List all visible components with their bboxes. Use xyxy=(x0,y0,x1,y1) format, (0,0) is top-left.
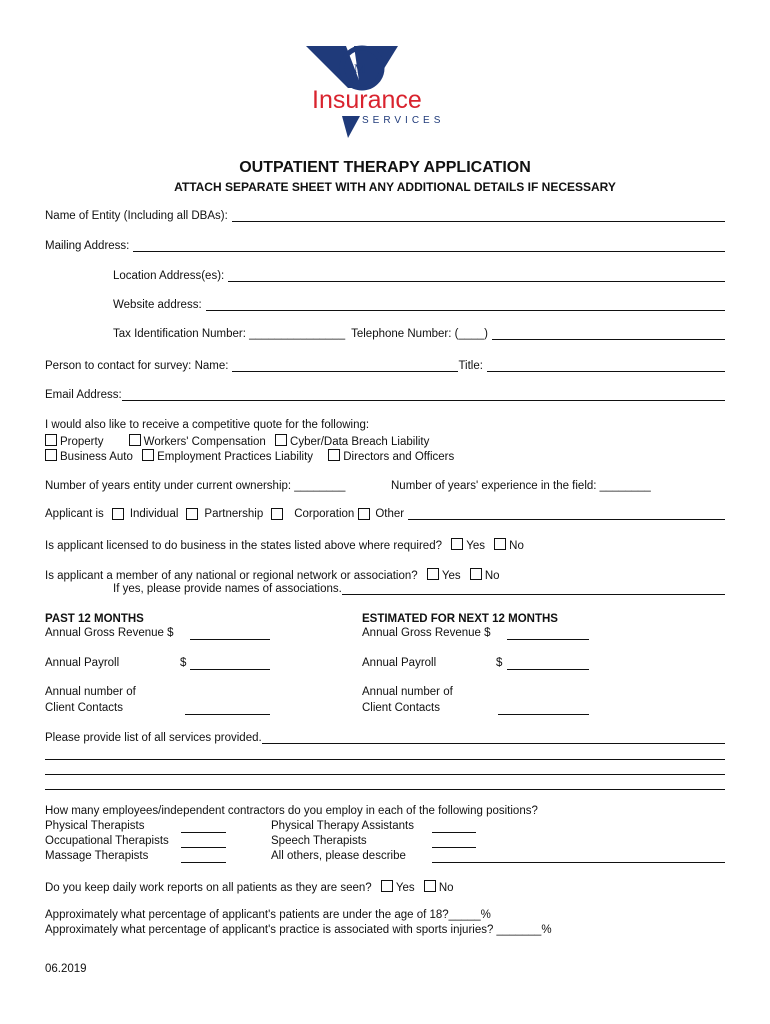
contact-name-label: Person to contact for survey: Name: xyxy=(45,360,229,372)
pt-assistants-label: Physical Therapy Assistants xyxy=(271,820,414,832)
services-row xyxy=(45,732,725,744)
reports-no-label: No xyxy=(438,882,454,894)
email-row xyxy=(45,389,725,401)
reports-no-checkbox[interactable] xyxy=(424,880,436,892)
quote-row-1 xyxy=(45,434,429,448)
website-row xyxy=(113,299,725,311)
all-others-label: All others, please describe xyxy=(271,850,406,862)
speech-therapists-label: Speech Therapists xyxy=(271,835,367,847)
location-address-row xyxy=(113,270,725,282)
tax-id-field[interactable]: Tax Identification Number: _______________ xyxy=(113,328,346,340)
licensed-no-checkbox[interactable] xyxy=(494,538,506,550)
contact-title-label: Title: xyxy=(458,360,483,372)
years-ownership-field[interactable]: Number of years entity under current ownership: ________ xyxy=(45,480,346,492)
epl-checkbox[interactable] xyxy=(142,449,154,461)
logo-brand-text: Insurance xyxy=(312,86,422,114)
corporation-checkbox[interactable] xyxy=(271,508,283,520)
website-input[interactable] xyxy=(206,299,725,311)
licensed-row xyxy=(45,538,524,552)
estimated-contacts-label-1: Annual number of xyxy=(362,686,453,698)
estimated-revenue-label: Annual Gross Revenue $ xyxy=(362,627,491,639)
services-input-line-3[interactable] xyxy=(45,774,725,775)
entity-name-label: Name of Entity (Including all DBAs): xyxy=(45,210,228,222)
member-no-label: No xyxy=(484,570,500,582)
estimated-payroll-dollar: $ xyxy=(496,657,503,669)
estimated-payroll-label: Annual Payroll xyxy=(362,657,437,669)
telephone-label: Telephone Number: (____) xyxy=(351,328,488,340)
services-input-line-2[interactable] xyxy=(45,759,725,760)
employees-question: How many employees/independent contractors do you employ in each of the following positions? xyxy=(45,805,538,817)
past-payroll-label: Annual Payroll xyxy=(45,657,120,669)
website-label: Website address: xyxy=(113,299,202,311)
reports-yes-checkbox[interactable] xyxy=(381,880,393,892)
entity-name-input[interactable] xyxy=(232,210,725,222)
member-question: Is applicant a member of any national or regional network or association? xyxy=(45,570,418,582)
reports-yes-label: Yes xyxy=(395,882,415,894)
contact-name-input[interactable] xyxy=(232,360,458,372)
other-checkbox[interactable] xyxy=(358,508,370,520)
licensed-no-label: No xyxy=(509,540,524,552)
services-label: Please provide list of all services provided. xyxy=(45,732,262,744)
quote-row-2 xyxy=(45,449,454,463)
physical-therapists-input[interactable] xyxy=(181,832,226,833)
page-subtitle: ATTACH SEPARATE SHEET WITH ANY ADDITIONAL DETAILS IF NECESSARY xyxy=(174,180,616,194)
directors-checkbox[interactable] xyxy=(328,449,340,461)
individual-label: Individual xyxy=(129,508,179,520)
estimated-revenue-input[interactable] xyxy=(507,639,589,640)
sports-injuries-field[interactable]: Approximately what percentage of applicant's practice is associated with sports injuries? _______% xyxy=(45,924,552,936)
partnership-label: Partnership xyxy=(204,508,264,520)
past-revenue-input[interactable] xyxy=(190,639,270,640)
estimated-contacts-label-2: Client Contacts xyxy=(362,702,440,714)
past-contacts-label-2: Client Contacts xyxy=(45,702,123,714)
other-input[interactable] xyxy=(408,508,725,520)
applicant-type-label: Applicant is xyxy=(45,508,104,520)
all-others-input[interactable] xyxy=(432,862,725,863)
workers-comp-checkbox[interactable] xyxy=(129,434,141,446)
past-revenue-label: Annual Gross Revenue $ xyxy=(45,627,174,639)
mailing-address-row xyxy=(45,240,725,252)
past-contacts-label-1: Annual number of xyxy=(45,686,136,698)
association-row xyxy=(113,583,725,595)
svg-text:M: M xyxy=(354,61,366,76)
corporation-label: Corporation xyxy=(294,508,355,520)
physical-therapists-label: Physical Therapists xyxy=(45,820,145,832)
occupational-therapists-label: Occupational Therapists xyxy=(45,835,169,847)
licensed-yes-checkbox[interactable] xyxy=(451,538,463,550)
services-input-line-4[interactable] xyxy=(45,789,725,790)
massage-therapists-label: Massage Therapists xyxy=(45,850,149,862)
member-yes-label: Yes xyxy=(441,570,461,582)
applicant-type-row xyxy=(45,508,725,520)
location-address-input[interactable] xyxy=(228,270,725,282)
estimated-contacts-input[interactable] xyxy=(498,714,589,715)
pt-assistants-input[interactable] xyxy=(432,832,476,833)
member-yes-checkbox[interactable] xyxy=(427,568,439,580)
mailing-address-input[interactable] xyxy=(133,240,725,252)
occupational-therapists-input[interactable] xyxy=(181,847,226,848)
page-title: OUTPATIENT THERAPY APPLICATION xyxy=(239,159,531,176)
cyber-checkbox[interactable] xyxy=(275,434,287,446)
other-label: Other xyxy=(375,508,405,520)
reports-question: Do you keep daily work reports on all patients as they are seen? xyxy=(45,882,372,894)
speech-therapists-input[interactable] xyxy=(432,847,476,848)
email-label: Email Address: xyxy=(45,389,122,401)
email-input[interactable] xyxy=(122,389,725,401)
licensed-yes-label: Yes xyxy=(466,540,485,552)
tax-phone-row xyxy=(113,328,725,340)
association-label: If yes, please provide names of associations. xyxy=(113,583,342,595)
past-contacts-input[interactable] xyxy=(185,714,270,715)
estimated-heading: ESTIMATED FOR NEXT 12 MONTHS xyxy=(362,613,558,625)
years-experience-field[interactable]: Number of years' experience in the field: ________ xyxy=(391,480,651,492)
licensed-question: Is applicant licensed to do business in the states listed above where required? xyxy=(45,540,442,552)
past-payroll-input[interactable] xyxy=(190,669,270,670)
under-18-field[interactable]: Approximately what percentage of applicant's patients are under the age of 18?_____% xyxy=(45,909,491,921)
entity-name-row xyxy=(45,210,725,222)
form-date: 06.2019 xyxy=(45,963,87,975)
past-heading: PAST 12 MONTHS xyxy=(45,613,144,625)
business-auto-checkbox[interactable] xyxy=(45,449,57,461)
quote-intro: I would also like to receive a competitive quote for the following: xyxy=(45,419,370,431)
cyber-option[interactable]: Cyber/Data Breach Liability xyxy=(275,436,429,448)
property-option[interactable]: Property xyxy=(45,436,103,448)
massage-therapists-input[interactable] xyxy=(181,862,226,863)
property-checkbox[interactable] xyxy=(45,434,57,446)
business-auto-option[interactable]: Business Auto xyxy=(45,451,133,463)
partnership-checkbox[interactable] xyxy=(186,508,198,520)
association-input[interactable] xyxy=(342,583,725,595)
individual-checkbox[interactable] xyxy=(112,508,124,520)
telephone-input[interactable] xyxy=(492,328,725,340)
directors-option[interactable]: Directors and Officers xyxy=(328,451,454,463)
estimated-payroll-input[interactable] xyxy=(507,669,589,670)
contact-row xyxy=(45,360,725,372)
member-no-checkbox[interactable] xyxy=(470,568,482,580)
member-row xyxy=(45,568,500,582)
mailing-address-label: Mailing Address: xyxy=(45,240,130,252)
contact-title-input[interactable] xyxy=(487,360,725,372)
services-input-line-1[interactable] xyxy=(262,732,725,744)
workers-comp-option[interactable]: Workers' Compensation xyxy=(129,436,266,448)
company-logo xyxy=(302,40,472,140)
reports-row xyxy=(45,880,454,894)
epl-option[interactable]: Employment Practices Liability xyxy=(142,451,313,463)
past-payroll-dollar: $ xyxy=(180,657,187,669)
location-address-label: Location Address(es): xyxy=(113,270,225,282)
logo-tagline-text: SERVICES xyxy=(362,115,445,126)
